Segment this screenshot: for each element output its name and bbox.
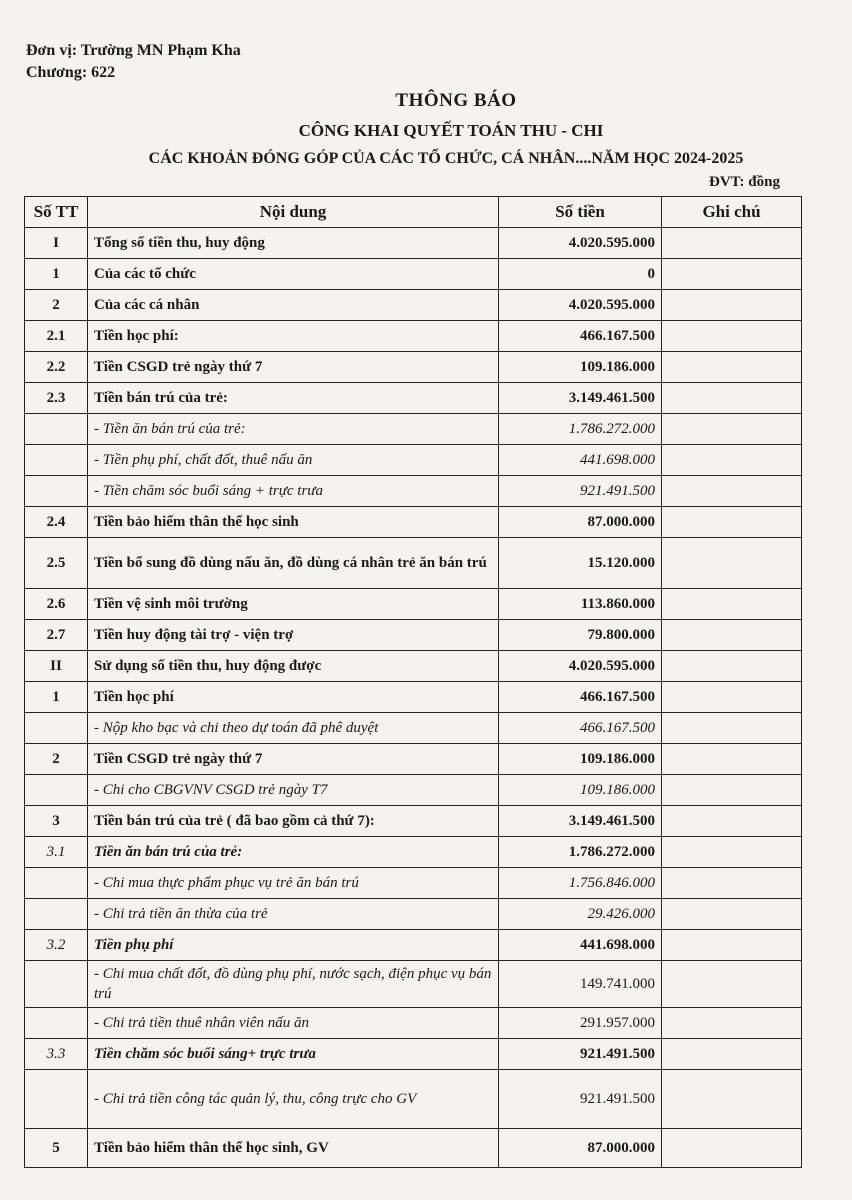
row-amount: 109.186.000 xyxy=(499,352,662,383)
row-stt: 3.2 xyxy=(25,930,88,961)
row-amount: 15.120.000 xyxy=(499,538,662,589)
row-content: Tiền bảo hiểm thân thể học sinh, GV xyxy=(88,1129,499,1168)
row-note xyxy=(662,775,802,806)
row-note xyxy=(662,507,802,538)
row-amount: 466.167.500 xyxy=(499,682,662,713)
row-content: Sử dụng số tiền thu, huy động được xyxy=(88,651,499,682)
unit-info xyxy=(26,40,241,84)
row-content: Tiền học phí xyxy=(88,682,499,713)
row-content: - Chi trả tiền công tác quản lý, thu, công trực cho GV xyxy=(88,1070,499,1129)
row-content: Tiền vệ sinh môi trường xyxy=(88,589,499,620)
row-content: - Chi mua chất đốt, đồ dùng phụ phí, nước sạch, điện phục vụ bán trú xyxy=(88,961,499,1008)
table-row xyxy=(25,321,802,352)
table-row xyxy=(25,837,802,868)
row-note xyxy=(662,445,802,476)
row-stt: 5 xyxy=(25,1129,88,1168)
row-note xyxy=(662,259,802,290)
document-subtitle-2: CÁC KHOẢN ĐÓNG GÓP CỦA CÁC TỔ CHỨC, CÁ NHÂN....NĂM HỌC 2024-2025 xyxy=(148,150,744,167)
row-content: Tiền bán trú của trẻ: xyxy=(88,383,499,414)
table-row xyxy=(25,930,802,961)
settlement-table xyxy=(24,196,802,1168)
row-stt: 2.7 xyxy=(25,620,88,651)
row-content: - Tiền chăm sóc buổi sáng + trực trưa xyxy=(88,476,499,507)
table-row xyxy=(25,1039,802,1070)
row-note xyxy=(662,1039,802,1070)
row-amount: 87.000.000 xyxy=(499,507,662,538)
row-note xyxy=(662,228,802,259)
row-note xyxy=(662,744,802,775)
row-amount: 466.167.500 xyxy=(499,713,662,744)
row-content: - Chi cho CBGVNV CSGD trẻ ngày T7 xyxy=(88,775,499,806)
document-subtitle: CÔNG KHAI QUYẾT TOÁN THU - CHI xyxy=(298,121,604,140)
row-stt xyxy=(25,1008,88,1039)
row-content: Tiền huy động tài trợ - viện trợ xyxy=(88,620,499,651)
row-note xyxy=(662,589,802,620)
row-note xyxy=(662,383,802,414)
document-title: THÔNG BÁO xyxy=(395,90,517,111)
table-row xyxy=(25,290,802,321)
row-amount: 1.786.272.000 xyxy=(499,837,662,868)
row-stt: 2.6 xyxy=(25,589,88,620)
row-content: Tiền bảo hiểm thân thể học sinh xyxy=(88,507,499,538)
row-amount: 0 xyxy=(499,259,662,290)
row-stt: 2.5 xyxy=(25,538,88,589)
row-stt: 2 xyxy=(25,290,88,321)
row-content: - Chi mua thực phẩm phục vụ trẻ ăn bán trú xyxy=(88,868,499,899)
row-content: Tiền ăn bán trú của trẻ: xyxy=(88,837,499,868)
table-row xyxy=(25,806,802,837)
row-stt xyxy=(25,961,88,1008)
table-row xyxy=(25,682,802,713)
row-stt xyxy=(25,868,88,899)
table-header-row xyxy=(25,197,802,228)
currency-unit-label: ĐVT: đồng xyxy=(709,174,780,190)
row-amount: 109.186.000 xyxy=(499,775,662,806)
table-row xyxy=(25,228,802,259)
row-note xyxy=(662,682,802,713)
title-block xyxy=(0,90,852,168)
row-content: Tiền CSGD trẻ ngày thứ 7 xyxy=(88,744,499,775)
row-stt: 2.4 xyxy=(25,507,88,538)
table-row xyxy=(25,620,802,651)
table-row xyxy=(25,538,802,589)
table-row xyxy=(25,1008,802,1039)
row-content: Tiền chăm sóc buổi sáng+ trực trưa xyxy=(88,1039,499,1070)
row-content: - Tiền phụ phí, chất đốt, thuê nấu ăn xyxy=(88,445,499,476)
table-row xyxy=(25,961,802,1008)
row-amount: 4.020.595.000 xyxy=(499,228,662,259)
row-stt: 2 xyxy=(25,744,88,775)
row-stt xyxy=(25,476,88,507)
unit-name: Đơn vị: Trường MN Phạm Kha xyxy=(26,42,241,59)
table-row xyxy=(25,507,802,538)
row-content: Tiền bán trú của trẻ ( đã bao gồm cả thứ 7): xyxy=(88,806,499,837)
column-header-content: Nội dung xyxy=(88,197,499,228)
table-row xyxy=(25,868,802,899)
row-amount: 921.491.500 xyxy=(499,476,662,507)
table-row xyxy=(25,414,802,445)
row-content: - Chi trả tiền thuê nhân viên nấu ăn xyxy=(88,1008,499,1039)
row-amount: 3.149.461.500 xyxy=(499,806,662,837)
row-stt xyxy=(25,414,88,445)
row-stt xyxy=(25,713,88,744)
row-amount: 441.698.000 xyxy=(499,445,662,476)
row-amount: 441.698.000 xyxy=(499,930,662,961)
row-stt: 2.1 xyxy=(25,321,88,352)
row-amount: 1.786.272.000 xyxy=(499,414,662,445)
row-note xyxy=(662,961,802,1008)
row-amount: 29.426.000 xyxy=(499,899,662,930)
row-note xyxy=(662,476,802,507)
table-row xyxy=(25,445,802,476)
row-content: - Nộp kho bạc và chi theo dự toán đã phê duyệt xyxy=(88,713,499,744)
row-note xyxy=(662,1070,802,1129)
row-note xyxy=(662,538,802,589)
column-header-stt: Số TT xyxy=(25,197,88,228)
row-amount: 4.020.595.000 xyxy=(499,651,662,682)
table-row xyxy=(25,713,802,744)
row-note xyxy=(662,1008,802,1039)
row-content: - Chi trả tiền ăn thừa của trẻ xyxy=(88,899,499,930)
row-stt: 1 xyxy=(25,682,88,713)
row-stt xyxy=(25,1070,88,1129)
table-row xyxy=(25,352,802,383)
row-note xyxy=(662,868,802,899)
row-content: Tiền bổ sung đồ dùng nấu ăn, đồ dùng cá nhân trẻ ăn bán trú xyxy=(88,538,499,589)
row-content: Tổng số tiền thu, huy động xyxy=(88,228,499,259)
row-note xyxy=(662,837,802,868)
row-stt: 3 xyxy=(25,806,88,837)
row-content: Tiền học phí: xyxy=(88,321,499,352)
row-amount: 4.020.595.000 xyxy=(499,290,662,321)
table-row xyxy=(25,651,802,682)
row-stt: 3.3 xyxy=(25,1039,88,1070)
row-stt: 2.3 xyxy=(25,383,88,414)
row-note xyxy=(662,620,802,651)
table-row xyxy=(25,589,802,620)
table-row xyxy=(25,899,802,930)
row-stt: 2.2 xyxy=(25,352,88,383)
row-amount: 149.741.000 xyxy=(499,961,662,1008)
row-content: Tiền phụ phí xyxy=(88,930,499,961)
row-note xyxy=(662,713,802,744)
row-stt: II xyxy=(25,651,88,682)
row-note xyxy=(662,352,802,383)
table-row xyxy=(25,744,802,775)
row-note xyxy=(662,414,802,445)
column-header-note: Ghi chú xyxy=(662,197,802,228)
row-note xyxy=(662,930,802,961)
row-amount: 87.000.000 xyxy=(499,1129,662,1168)
row-stt xyxy=(25,775,88,806)
table-row xyxy=(25,383,802,414)
row-content: Tiền CSGD trẻ ngày thứ 7 xyxy=(88,352,499,383)
row-amount: 921.491.500 xyxy=(499,1039,662,1070)
row-content: Của các cá nhân xyxy=(88,290,499,321)
row-note xyxy=(662,651,802,682)
table-row xyxy=(25,476,802,507)
row-content: - Tiền ăn bán trú của trẻ: xyxy=(88,414,499,445)
row-amount: 3.149.461.500 xyxy=(499,383,662,414)
row-amount: 79.800.000 xyxy=(499,620,662,651)
row-note xyxy=(662,899,802,930)
row-stt xyxy=(25,445,88,476)
row-amount: 466.167.500 xyxy=(499,321,662,352)
table-row xyxy=(25,775,802,806)
chapter-code: Chương: 622 xyxy=(26,64,116,81)
row-amount: 291.957.000 xyxy=(499,1008,662,1039)
row-amount: 921.491.500 xyxy=(499,1070,662,1129)
row-amount: 1.756.846.000 xyxy=(499,868,662,899)
row-stt: 3.1 xyxy=(25,837,88,868)
table-row xyxy=(25,1129,802,1168)
row-amount: 113.860.000 xyxy=(499,589,662,620)
column-header-amount: Số tiền xyxy=(499,197,662,228)
row-stt xyxy=(25,899,88,930)
table-row xyxy=(25,1070,802,1129)
table-row xyxy=(25,259,802,290)
row-stt: 1 xyxy=(25,259,88,290)
row-note xyxy=(662,290,802,321)
row-stt: I xyxy=(25,228,88,259)
row-note xyxy=(662,1129,802,1168)
row-note xyxy=(662,321,802,352)
row-content: Của các tổ chức xyxy=(88,259,499,290)
row-amount: 109.186.000 xyxy=(499,744,662,775)
row-note xyxy=(662,806,802,837)
